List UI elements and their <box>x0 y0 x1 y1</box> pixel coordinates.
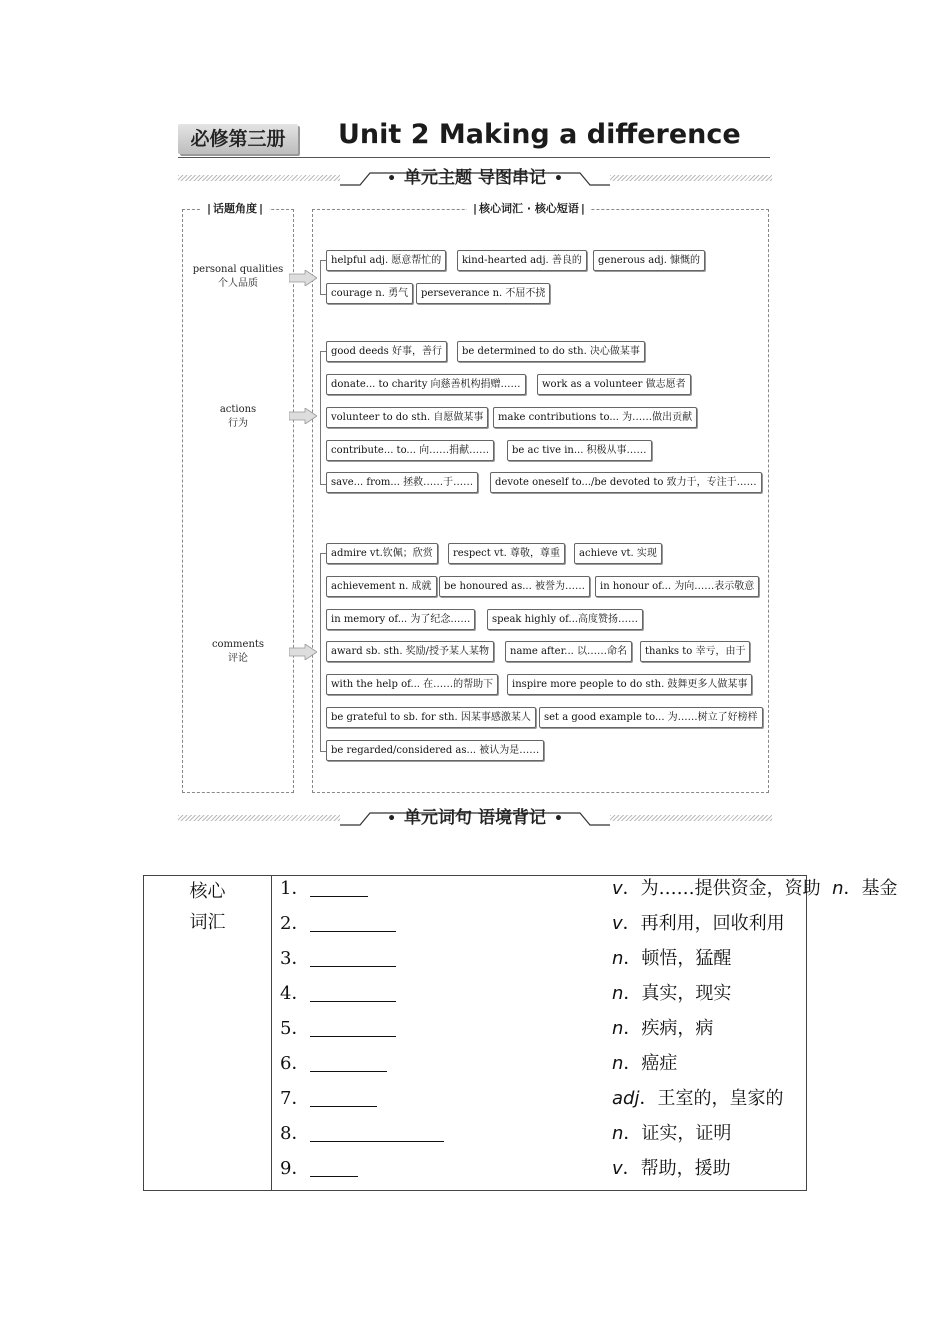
header-rule <box>178 157 770 158</box>
phrase-chip: admire vt.钦佩；欣赏 <box>326 543 438 564</box>
phrase-chip: volunteer to do sth. 自愿做某事 <box>326 407 488 428</box>
book-tag: 必修第三册 <box>178 124 298 154</box>
unit-title: Unit 2 Making a difference <box>338 119 741 150</box>
phrase-chip: perseverance n. 不屈不挠 <box>416 283 550 304</box>
phrase-chip: make contributions to... 为……做出贡献 <box>493 407 697 428</box>
phrase-chip: generous adj. 慷慨的 <box>593 250 705 271</box>
phrase-chip: contribute... to... 向……捐献…… <box>326 440 494 461</box>
phrase-chip: courage n. 勇气 <box>326 283 413 304</box>
phrase-chip: in honour of... 为向……表示敬意 <box>595 576 759 597</box>
section-banner-vocab: • 单元词句 语境背记 • <box>178 807 772 831</box>
answer-blank[interactable] <box>310 931 396 932</box>
banner-title: 单元词句 <box>404 808 473 828</box>
phrase-chip: good deeds 好事，善行 <box>326 341 447 362</box>
phrase-chip: helpful adj. 愿意帮忙的 <box>326 250 446 271</box>
answer-blank[interactable] <box>310 1176 358 1177</box>
category-label: 词汇 <box>189 912 226 933</box>
section-banner-mindmap: • 单元主题 导图串记 • <box>178 167 772 191</box>
topic-box-title: 话题角度 <box>213 202 258 215</box>
phrase-chip: save... from... 拯救……于…… <box>326 472 478 493</box>
phrase-chip: kind-hearted adj. 善良的 <box>457 250 587 271</box>
phrase-chip: work as a volunteer 做志愿者 <box>537 374 691 395</box>
phrase-chip: with the help of... 在……的帮助下 <box>326 674 498 695</box>
phrase-chip: inspire more people to do sth. 鼓舞更多人做某事 <box>507 674 752 695</box>
phrase-chip: speak highly of...高度赞扬…… <box>487 609 643 630</box>
answer-blank[interactable] <box>310 1001 396 1002</box>
phrase-chip: be determined to do sth. 决心做某事 <box>457 341 645 362</box>
vocab-table: 核心 词汇 1． v．为……提供资金，资助 n．基金 2． v．再利用，回收利用 3． n．顿悟，猛醒 4． n．真实，现实 5． n．疾病，病 6． n．癌症 7． adj．王室的，皇家的 8． n．证实，证明 9． v．帮助，援助 <box>143 875 807 1191</box>
phrase-chip: in memory of... 为了纪念…… <box>326 609 475 630</box>
vocab-box-title: 核心词汇 · 核心短语 <box>479 202 579 215</box>
phrase-chip: be honoured as... 被誉为…… <box>439 576 590 597</box>
vocab-box: | 核心词汇 · 核心短语 | <box>312 209 769 793</box>
phrase-chip: be regarded/considered as... 被认为是…… <box>326 740 544 761</box>
topic-comments: comments 评论 <box>211 639 265 664</box>
topic-box: | 话题角度 | <box>182 209 294 793</box>
phrase-chip: achieve vt. 实现 <box>574 543 662 564</box>
phrase-chip: set a good example to... 为……树立了好榜样 <box>539 707 763 728</box>
phrase-chip: be ac tive in... 积极从事…… <box>507 440 652 461</box>
phrase-chip: thanks to 幸亏，由于 <box>640 641 750 662</box>
answer-blank[interactable] <box>310 1071 387 1072</box>
answer-blank[interactable] <box>310 966 396 967</box>
phrase-chip: respect vt. 尊敬，尊重 <box>448 543 565 564</box>
phrase-chip: award sb. sth. 奖励/授予某人某物 <box>326 641 494 662</box>
topic-actions: actions 行为 <box>219 404 257 429</box>
answer-blank[interactable] <box>310 1036 396 1037</box>
phrase-chip: achievement n. 成就 <box>326 576 437 597</box>
phrase-chip: name after... 以……命名 <box>505 641 632 662</box>
answer-blank[interactable] <box>310 1106 377 1107</box>
phrase-chip: donate... to charity 向慈善机构捐赠…… <box>326 374 526 395</box>
phrase-chip: be grateful to sb. for sth. 因某事感激某人 <box>326 707 536 728</box>
topic-personal-qualities: personal qualities 个人品质 <box>192 264 284 289</box>
answer-blank[interactable] <box>310 1141 444 1142</box>
arrow-right-icon <box>289 270 317 286</box>
banner-title: 单元主题 <box>404 168 473 188</box>
category-label: 核心 <box>189 881 226 902</box>
arrow-right-icon <box>289 408 317 424</box>
phrase-chip: devote oneself to.../be devoted to 致力于，专注于…… <box>490 472 762 493</box>
banner-subtitle: 导图串记 <box>477 168 546 188</box>
answer-blank[interactable] <box>310 896 368 897</box>
banner-subtitle: 语境背记 <box>477 808 546 828</box>
arrow-right-icon <box>289 644 317 660</box>
